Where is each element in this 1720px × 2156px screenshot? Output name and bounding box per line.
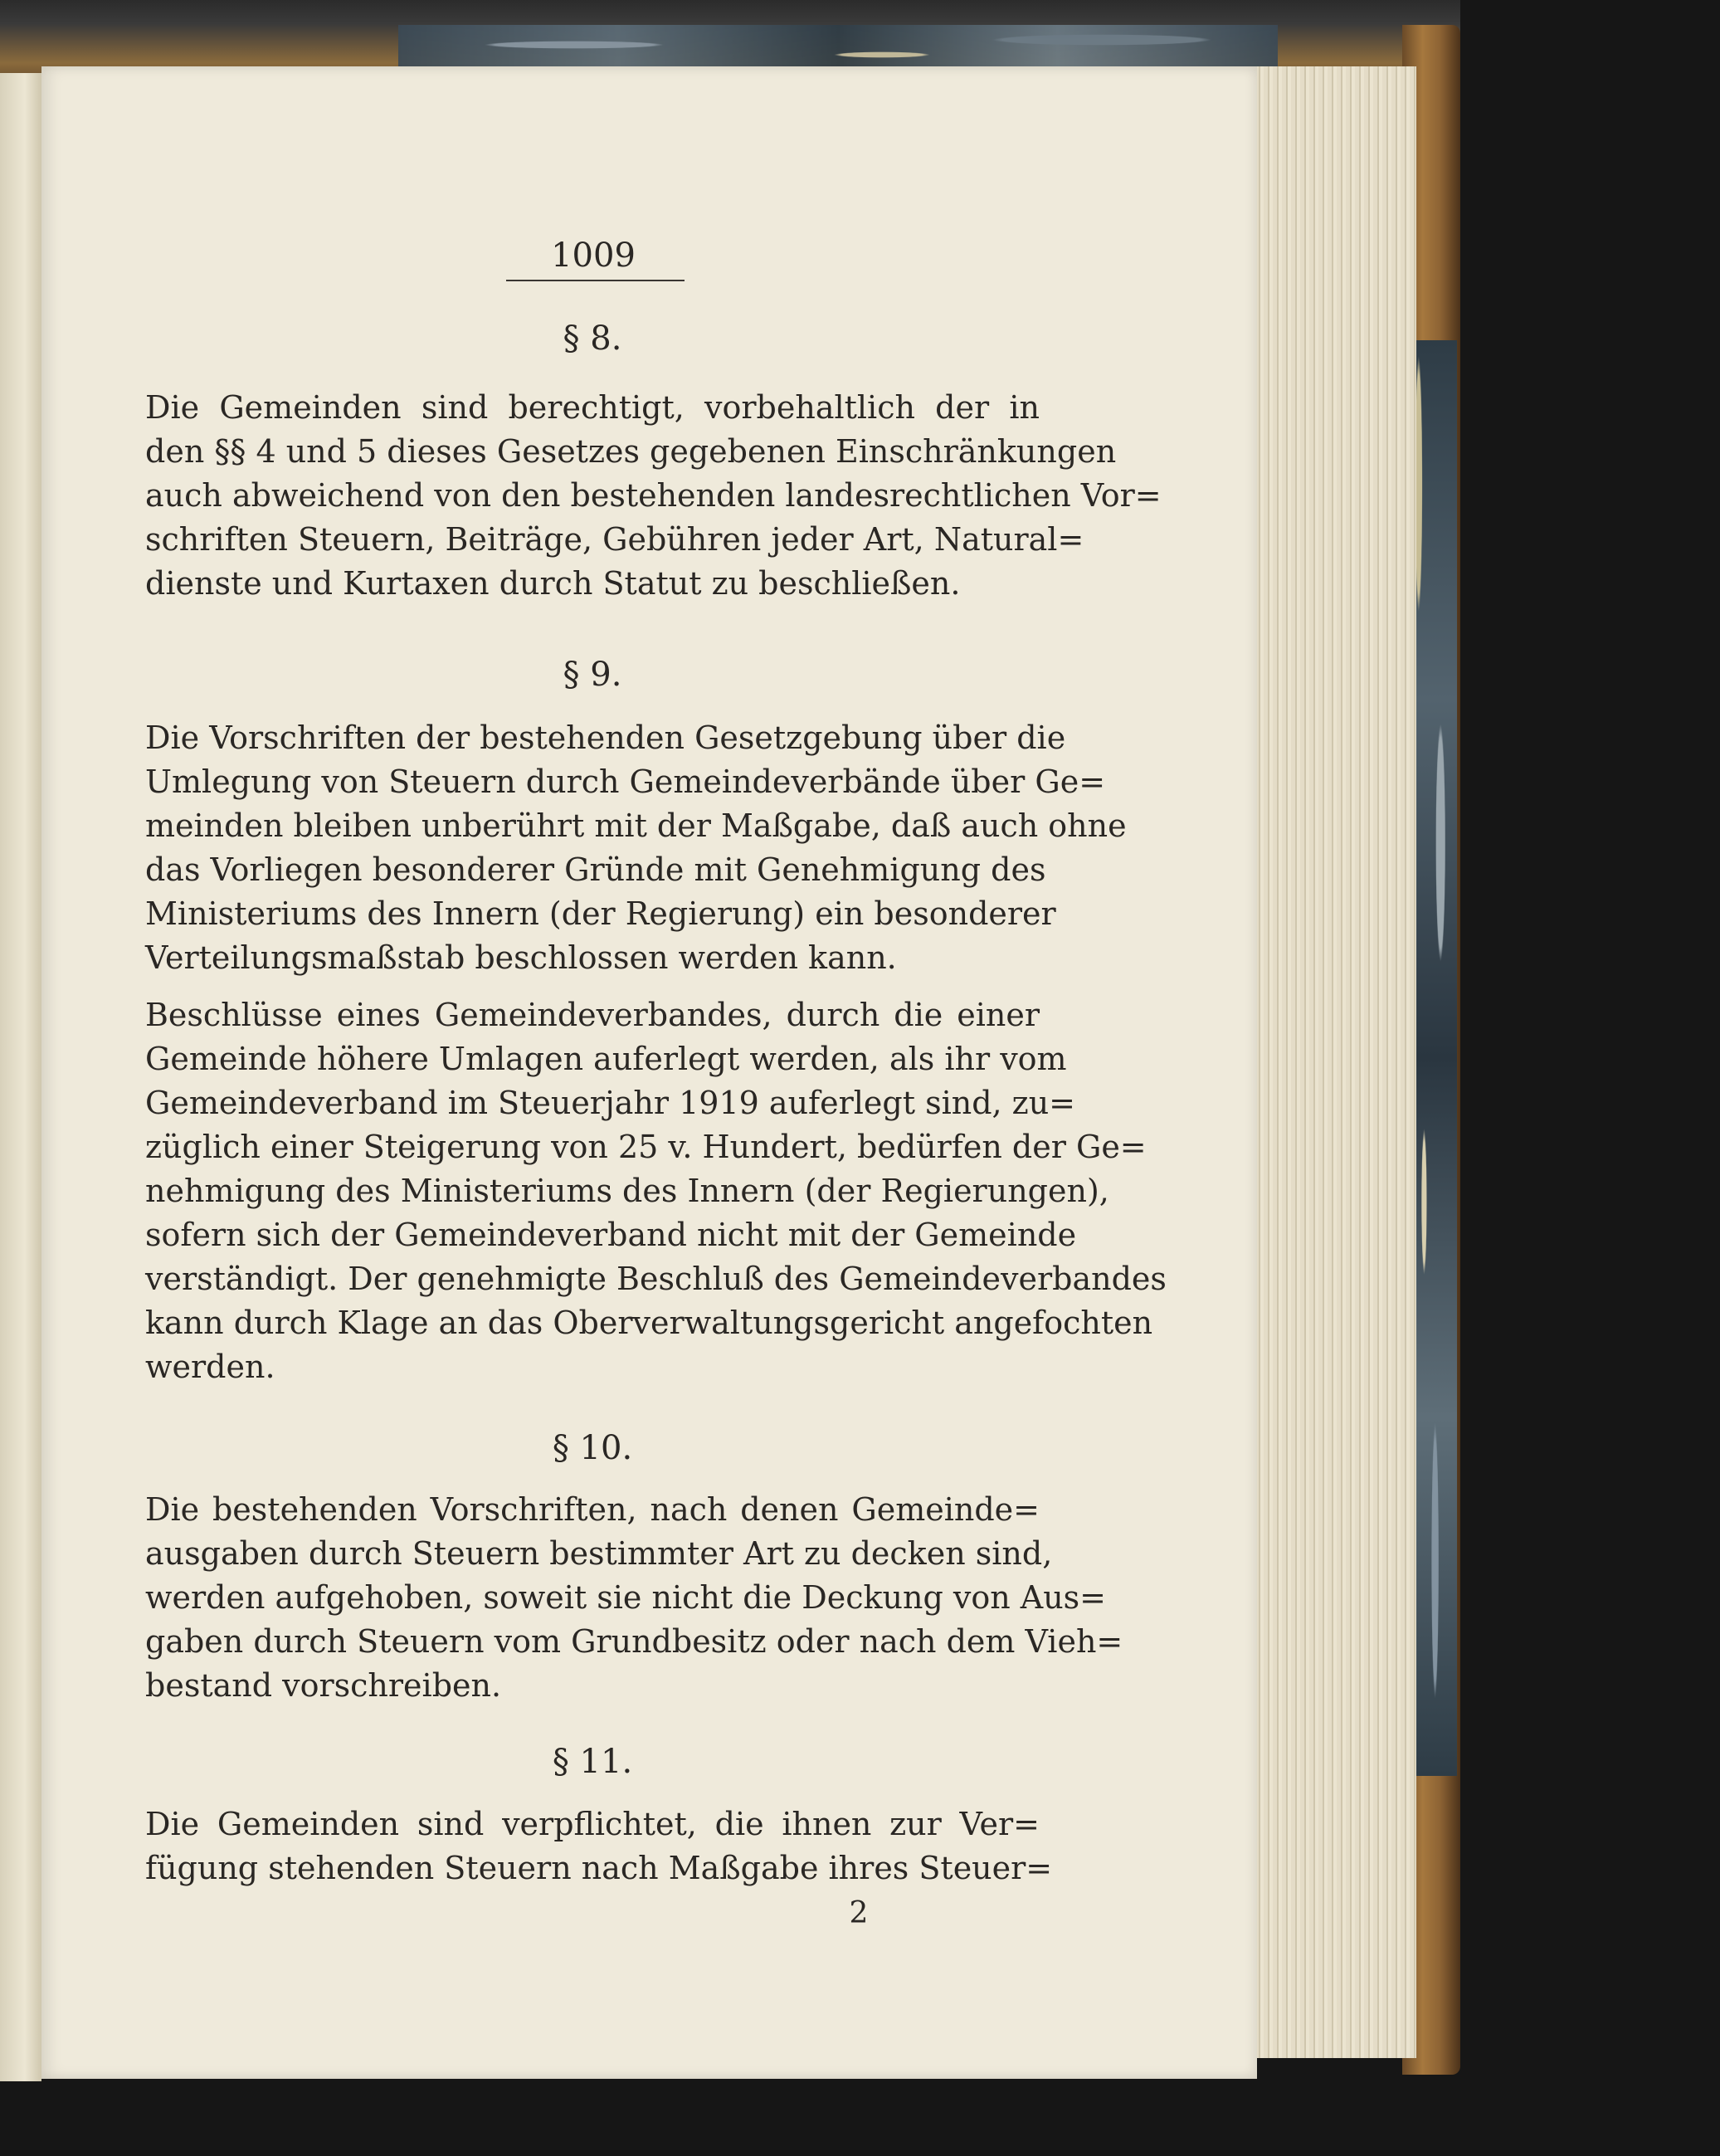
text-line: sofern sich der Gemeindeverband nicht mit der Gemeinde bbox=[145, 1217, 1077, 1253]
left-page-edge bbox=[0, 73, 41, 2081]
section-heading-10: § 10. bbox=[552, 1429, 633, 1467]
text-line: auch abweichend von den bestehenden landesrechtlichen Vor= bbox=[145, 477, 1162, 514]
header-rule bbox=[506, 280, 685, 281]
text-line: Die Gemeinden sind berechtigt, vorbehaltlich der in bbox=[145, 389, 1040, 426]
text-line: Die Vorschriften der bestehenden Gesetzgebung über die bbox=[145, 719, 1066, 756]
text-line: züglich einer Steigerung von 25 v. Hundert, bedürfen der Ge= bbox=[145, 1129, 1147, 1165]
text-line: Die Gemeinden sind verpflichtet, die ihnen zur Ver= bbox=[145, 1806, 1040, 1842]
text-line: ausgaben durch Steuern bestimmter Art zu decken sind, bbox=[145, 1535, 1053, 1572]
text-line: Gemeinde höhere Umlagen auferlegt werden, als ihr vom bbox=[145, 1041, 1067, 1077]
text-line: Die bestehenden Vorschriften, nach denen Gemeinde= bbox=[145, 1491, 1040, 1528]
text-line: kann durch Klage an das Oberverwaltungsgericht angefochten bbox=[145, 1305, 1153, 1341]
text-line: Umlegung von Steuern durch Gemeindeverbände über Ge= bbox=[145, 763, 1106, 800]
page-edges bbox=[1253, 66, 1416, 2058]
text-line: das Vorliegen besonderer Gründe mit Genehmigung des bbox=[145, 851, 1046, 888]
section-heading-8: § 8. bbox=[563, 319, 622, 358]
section-heading-9: § 9. bbox=[563, 656, 622, 694]
text-line: verständigt. Der genehmigte Beschluß des Gemeindeverbandes bbox=[145, 1261, 1167, 1297]
section-heading-11: § 11. bbox=[552, 1743, 633, 1781]
text-line: nehmigung des Ministeriums des Innern (der Regierungen), bbox=[145, 1173, 1109, 1209]
text-line: werden aufgehoben, soweit sie nicht die Deckung von Aus= bbox=[145, 1579, 1107, 1616]
text-line: Beschlüsse eines Gemeindeverbandes, durch die einer bbox=[145, 997, 1040, 1033]
text-line: bestand vorschreiben. bbox=[145, 1667, 502, 1704]
text-line: schriften Steuern, Beiträge, Gebühren jeder Art, Natural= bbox=[145, 521, 1084, 558]
page-number: 1009 bbox=[551, 237, 636, 275]
text-line: meinden bleiben unberührt mit der Maßgabe, daß auch ohne bbox=[145, 807, 1127, 844]
text-line: werden. bbox=[145, 1349, 275, 1385]
text-line: dienste und Kurtaxen durch Statut zu beschließen. bbox=[145, 565, 961, 602]
text-line: Verteilungsmaßstab beschlossen werden kann. bbox=[145, 939, 897, 976]
text-line: gaben durch Steuern vom Grundbesitz oder nach dem Vieh= bbox=[145, 1623, 1123, 1660]
signature-mark: 2 bbox=[849, 1896, 869, 1930]
text-line: Gemeindeverband im Steuerjahr 1919 auferlegt sind, zu= bbox=[145, 1085, 1076, 1121]
text-line: Ministeriums des Innern (der Regierung) ein besonderer bbox=[145, 895, 1056, 932]
text-line: den §§ 4 und 5 dieses Gesetzes gegebenen Einschränkungen bbox=[145, 433, 1117, 470]
text-line: fügung stehenden Steuern nach Maßgabe ihres Steuer= bbox=[145, 1850, 1053, 1886]
